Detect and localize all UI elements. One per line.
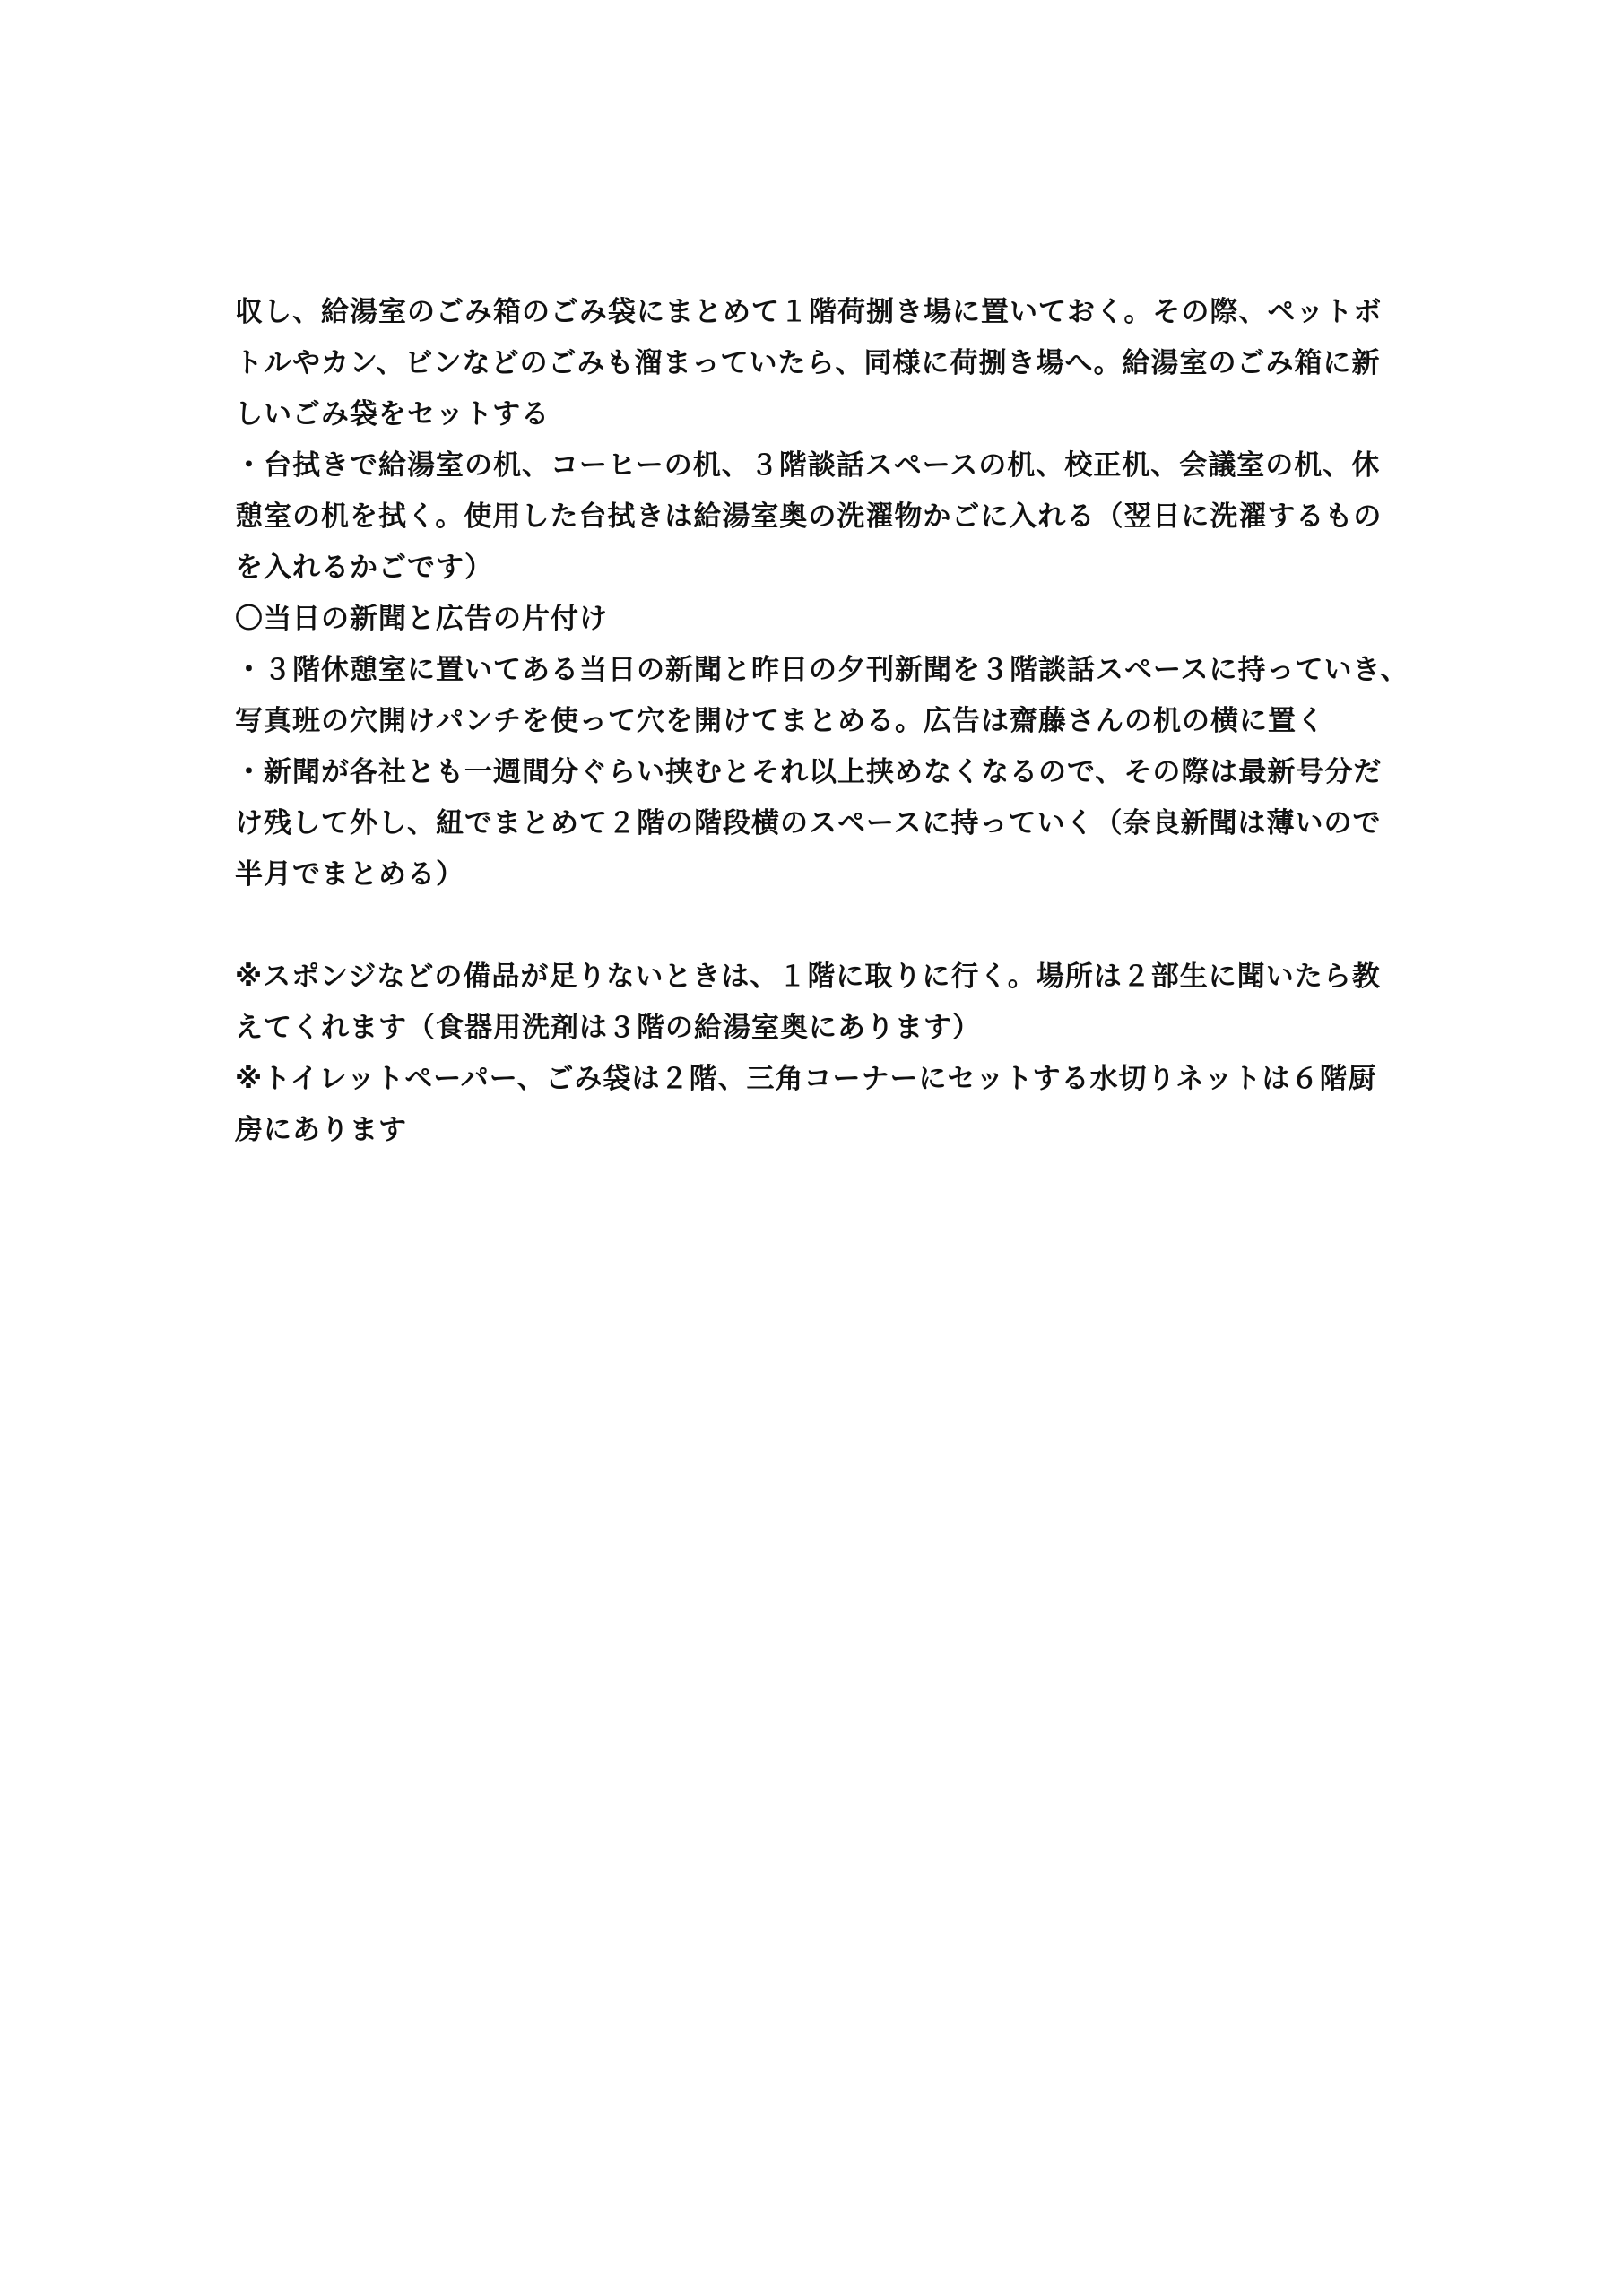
note-line: ※スポンジなどの備品が足りないときは、１階に取りに行く。場所は２部生に聞いたら教 [235,961,1381,993]
section-heading: 〇当日の新聞と広告の片付け [235,603,608,635]
text-line: しいごみ袋をセットする [235,398,551,430]
text-line: トルやカン、ビンなどのごみも溜まっていたら、同様に荷捌き場へ。給湯室のごみ箱に新 [235,347,1381,379]
text-line: け残して外し、紐でまとめて２階の階段横のスペースに持っていく（奈良新聞は薄いので [235,807,1382,839]
text-line: ・３階休憩室に置いてある当日の新聞と昨日の夕刊新聞を３階談話スペースに持っていき、 [235,654,1409,686]
text-line: 憩室の机を拭く。使用した台拭きは給湯室奥の洗濯物かごに入れる（翌日に洗濯するもの [235,500,1383,533]
note-line: 房にあります [235,1114,407,1146]
note-line: えてくれます（食器用洗剤は３階の給湯室奥にあります） [235,1012,981,1044]
note-line: ※トイレットペーパー、ごみ袋は２階、三角コーナーにセットする水切りネットは６階厨 [235,1063,1377,1095]
text-line: を入れるかごです） [235,552,493,584]
document-body [235,287,1409,1156]
text-line: ・新聞が各社とも一週間分ぐらい挟むとそれ以上挟めなくなるので、その際は最新号分だ [235,756,1383,788]
text-line: 収し、給湯室のごみ箱のごみ袋にまとめて１階荷捌き場に置いておく。その際、ペットボ [235,296,1383,328]
text-line: 半月でまとめる） [235,858,464,891]
blank-line [235,900,1401,952]
text-line: ・台拭きで給湯室の机、コーヒーの机、３階談話スペースの机、校正机、会議室の机、休 [235,449,1381,482]
text-line: 写真班の穴開けパンチを使って穴を開けてまとめる。広告は齋藤さんの机の横に置く [235,705,1325,737]
